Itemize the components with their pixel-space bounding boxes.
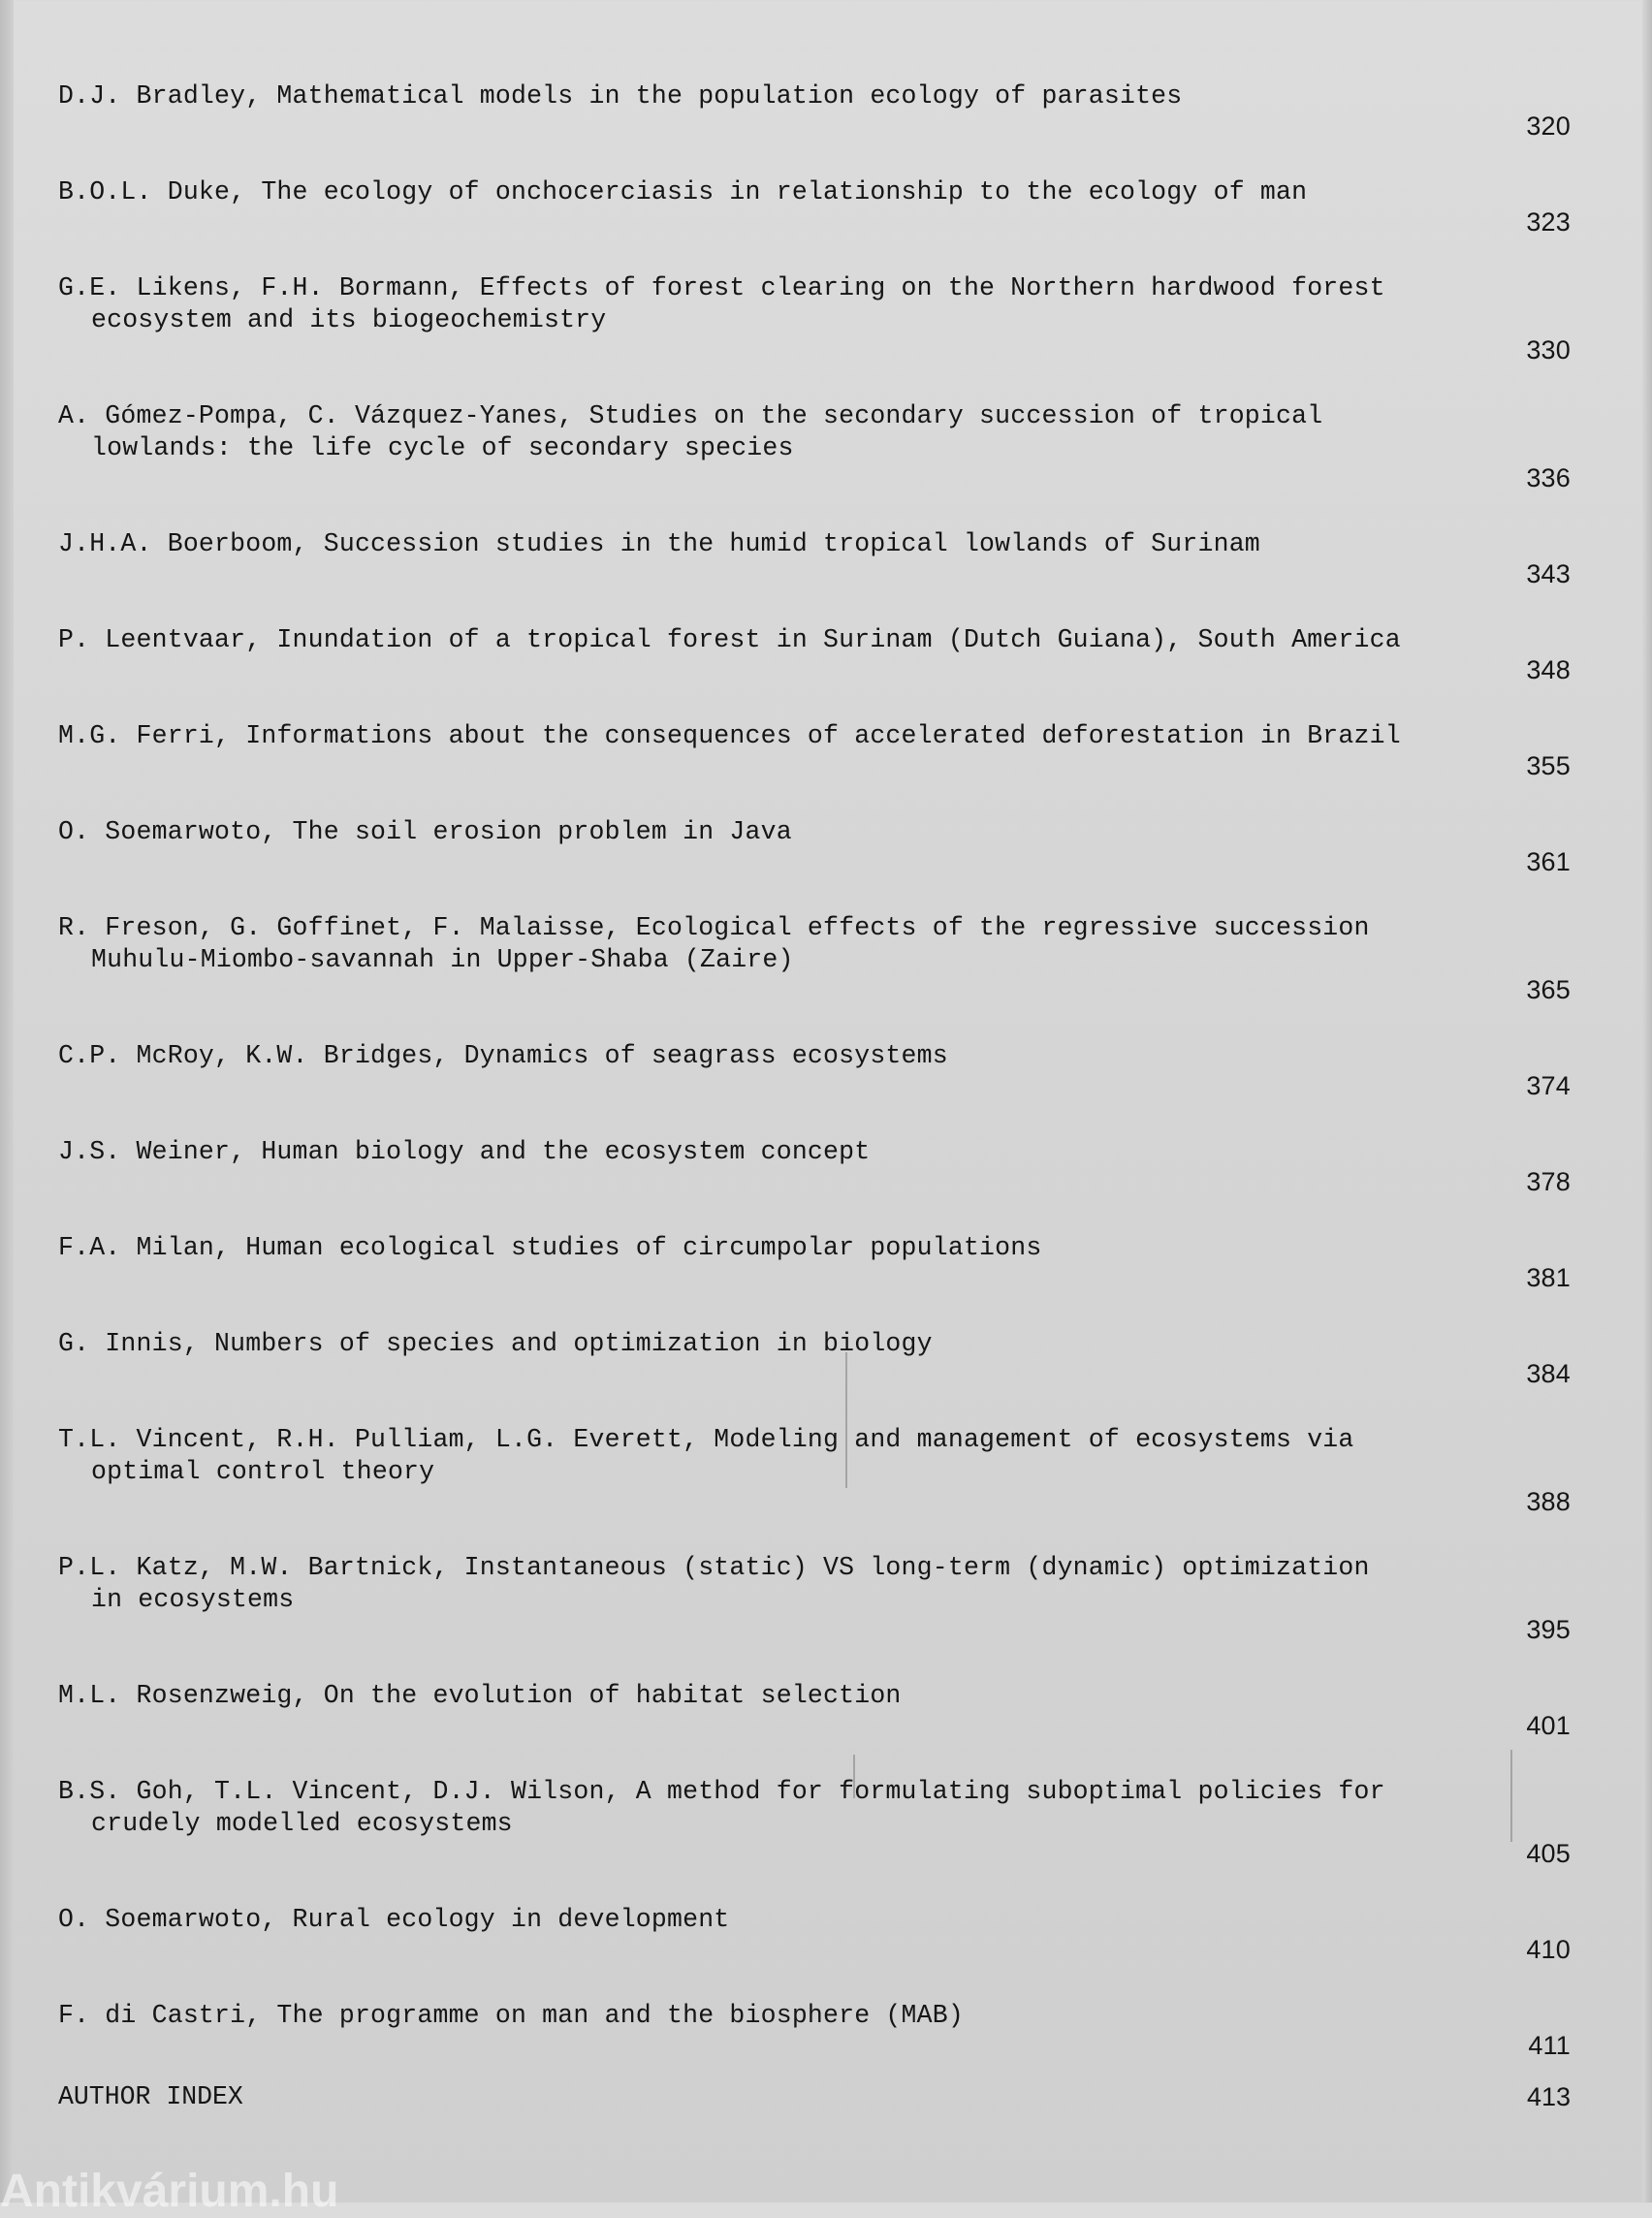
- toc-entry-page-number: 411: [1528, 2031, 1571, 2060]
- toc-entry: [58, 368, 1571, 496]
- toc-entry: [58, 48, 1571, 144]
- author-index-page-number: 413: [1526, 2082, 1571, 2111]
- toc-entry: [58, 592, 1571, 688]
- toc-entry-title: [58, 784, 1445, 880]
- toc-entry: [58, 144, 1571, 240]
- toc-entry-title-continuation: crudely modelled ecosystems: [91, 1809, 513, 1838]
- toc-entry: [58, 1648, 1571, 1744]
- toc-entry-title: [58, 1200, 1445, 1296]
- toc-entry-title-continuation: optimal control theory: [91, 1457, 435, 1486]
- toc-entry-title: [58, 1648, 1445, 1744]
- author-index-label: AUTHOR INDEX: [58, 2082, 243, 2111]
- toc-entry-page-number: 388: [1526, 1487, 1571, 1516]
- toc-entry-page-number: 378: [1526, 1167, 1571, 1196]
- toc-entry: [58, 688, 1571, 784]
- toc-entry-title-line: D.J. Bradley, Mathematical models in the population ecology of parasites: [58, 81, 1183, 111]
- toc-entry-page-number: 395: [1526, 1615, 1571, 1644]
- toc-entry-title-line: P.L. Katz, M.W. Bartnick, Instantaneous (static) VS long-term (dynamic) optimization: [58, 1553, 1370, 1582]
- toc-entry: [58, 1296, 1571, 1392]
- watermark: Antikvárium.hu: [0, 2166, 339, 2217]
- toc-entry-title-line: M.L. Rosenzweig, On the evolution of habitat selection: [58, 1681, 902, 1710]
- toc-entry-title-line: B.O.L. Duke, The ecology of onchocerciasis in relationship to the ecology of man: [58, 177, 1308, 206]
- toc-entry-title: [58, 1104, 1445, 1200]
- toc-entry: [58, 496, 1571, 592]
- toc-entry-title-line: O. Soemarwoto, The soil erosion problem in Java: [58, 817, 792, 846]
- toc-entry: [58, 1968, 1571, 2064]
- toc-entry-page-number: 374: [1526, 1071, 1571, 1100]
- page-left-edge: [0, 0, 14, 2202]
- table-of-contents: [58, 48, 1571, 2113]
- toc-entry-page-number: 323: [1526, 207, 1571, 237]
- toc-entry: [58, 1104, 1571, 1200]
- toc-entry: [58, 1200, 1571, 1296]
- toc-entry-title-line: O. Soemarwoto, Rural ecology in development: [58, 1905, 730, 1934]
- toc-entry-title-continuation: in ecosystems: [91, 1585, 295, 1614]
- toc-entry-page-number: 348: [1526, 655, 1571, 684]
- toc-entry-title-line: P. Leentvaar, Inundation of a tropical forest in Surinam (Dutch Guiana), South America: [58, 625, 1401, 654]
- toc-entry: [58, 880, 1571, 1008]
- toc-entry-title-continuation: Muhulu-Miombo-savannah in Upper-Shaba (Zaire): [91, 945, 794, 974]
- toc-entry-title-line: J.S. Weiner, Human biology and the ecosystem concept: [58, 1137, 871, 1166]
- toc-entry: [58, 1520, 1571, 1648]
- toc-entry-title-line: C.P. McRoy, K.W. Bridges, Dynamics of seagrass ecosystems: [58, 1041, 948, 1070]
- toc-entry: [58, 784, 1571, 880]
- toc-entry-title: [58, 1392, 1445, 1520]
- toc-entry-title-line: J.H.A. Boerboom, Succession studies in the humid tropical lowlands of Surinam: [58, 529, 1260, 558]
- toc-entry-title: [58, 48, 1445, 144]
- toc-entry-title-line: M.G. Ferri, Informations about the consequences of accelerated deforestation in Brazil: [58, 721, 1401, 750]
- toc-entry-title: [58, 1744, 1445, 1872]
- toc-entry-title: [58, 592, 1445, 688]
- toc-entry-page-number: 320: [1526, 111, 1571, 141]
- toc-entry: [58, 1008, 1571, 1104]
- toc-entry: [58, 1872, 1571, 1968]
- toc-entry: [58, 240, 1571, 368]
- toc-entry-page-number: 405: [1526, 1839, 1571, 1868]
- toc-entry-page-number: 381: [1526, 1263, 1571, 1292]
- toc-entry-title-line: G. Innis, Numbers of species and optimization in biology: [58, 1329, 933, 1358]
- toc-entry-title-line: F. di Castri, The programme on man and the biosphere (MAB): [58, 2001, 964, 2030]
- toc-entry-page-number: 355: [1526, 751, 1571, 780]
- toc-entry-title-continuation: ecosystem and its biogeochemistry: [91, 305, 607, 334]
- toc-entry-title: [58, 1872, 1445, 1968]
- toc-entry-title: [58, 144, 1445, 240]
- toc-entry-title: [58, 1520, 1445, 1648]
- toc-entry-page-number: 384: [1526, 1359, 1571, 1388]
- toc-entry-title-line: G.E. Likens, F.H. Bormann, Effects of forest clearing on the Northern hardwood forest: [58, 273, 1385, 302]
- toc-entry: [58, 1392, 1571, 1520]
- toc-entry-page-number: 365: [1526, 975, 1571, 1004]
- toc-entry-title: [58, 880, 1445, 1008]
- toc-entry-title: [58, 1008, 1445, 1104]
- toc-entry-title-line: A. Gómez-Pompa, C. Vázquez-Yanes, Studies on the secondary succession of tropical: [58, 401, 1323, 430]
- toc-entry-page-number: 336: [1526, 463, 1571, 492]
- author-index-entry: [58, 2081, 1571, 2113]
- toc-entry-title-line: B.S. Goh, T.L. Vincent, D.J. Wilson, A method for formulating suboptimal policies for: [58, 1777, 1385, 1806]
- toc-entry-page-number: 361: [1526, 847, 1571, 876]
- toc-entry-title: [58, 1968, 1445, 2064]
- toc-entry-title-line: R. Freson, G. Goffinet, F. Malaisse, Ecological effects of the regressive succession: [58, 913, 1370, 942]
- toc-entry-title: [58, 496, 1445, 592]
- toc-entry: [58, 1744, 1571, 1872]
- toc-entry-page-number: 401: [1526, 1711, 1571, 1740]
- toc-entry-title: [58, 240, 1445, 368]
- toc-entry-page-number: 343: [1526, 559, 1571, 588]
- toc-entry-title-continuation: lowlands: the life cycle of secondary species: [91, 433, 794, 462]
- toc-entry-title: [58, 688, 1445, 784]
- toc-entry-title: [58, 1296, 1445, 1392]
- toc-entry-title: [58, 368, 1445, 496]
- toc-entry-title-line: F.A. Milan, Human ecological studies of circumpolar populations: [58, 1233, 1042, 1262]
- toc-entry-page-number: 410: [1526, 1935, 1571, 1964]
- toc-entry-title-line: T.L. Vincent, R.H. Pulliam, L.G. Everett, Modeling and management of ecosystems via: [58, 1425, 1354, 1454]
- toc-entry-page-number: 330: [1526, 335, 1571, 364]
- page-right-edge: [1642, 0, 1652, 2202]
